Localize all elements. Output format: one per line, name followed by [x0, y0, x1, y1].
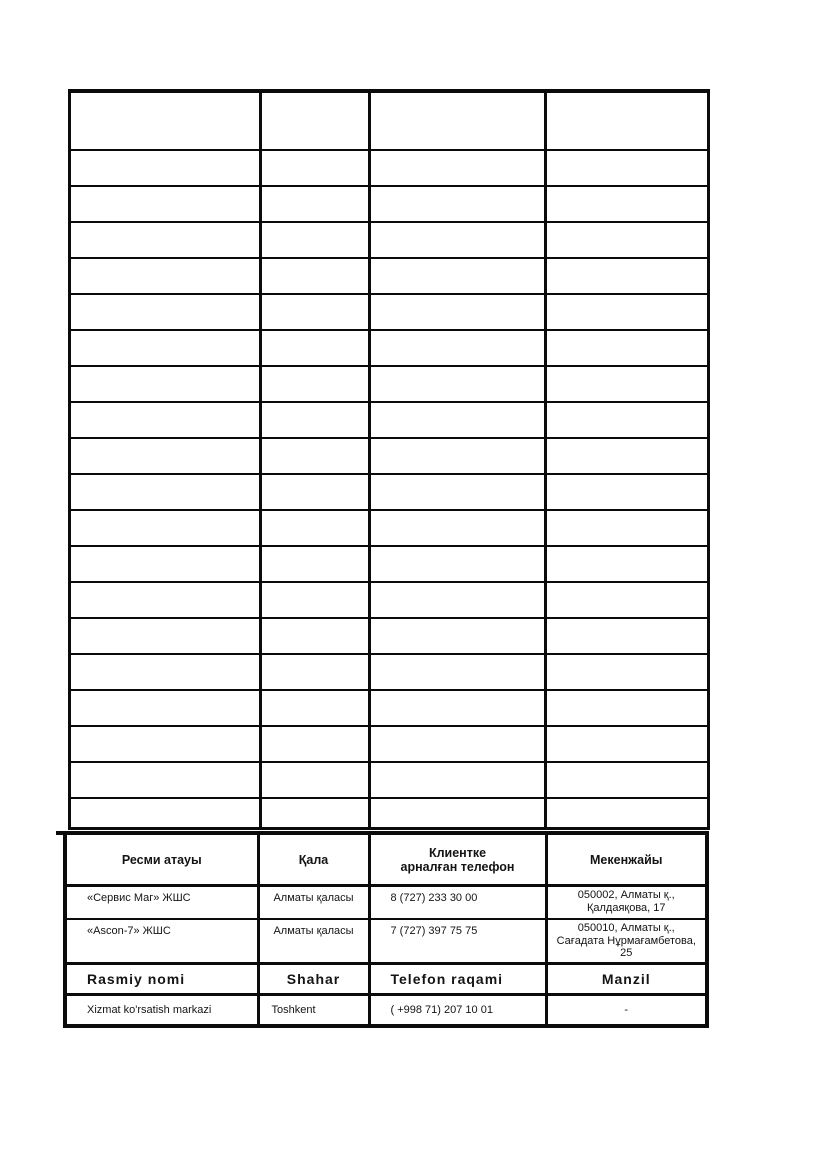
empty-grid-cell: [370, 510, 546, 546]
empty-grid-row: [70, 91, 709, 150]
empty-grid-cell: [70, 438, 261, 474]
city-cell: Алматы қаласы: [258, 919, 369, 963]
empty-grid-cell: [546, 654, 709, 690]
empty-grid-cell: [546, 150, 709, 186]
empty-grid-cell: [70, 762, 261, 798]
empty-grid-cell: [370, 798, 546, 829]
empty-grid-cell: [70, 258, 261, 294]
empty-grid-cell: [261, 654, 370, 690]
empty-grid-cell: [370, 402, 546, 438]
kk-header-phone: [369, 833, 546, 886]
empty-grid-cell: [546, 726, 709, 762]
empty-grid-cell: [261, 91, 370, 150]
empty-grid-cell: [546, 294, 709, 330]
empty-grid-cell: [370, 258, 546, 294]
kazakh-row: [65, 919, 707, 963]
empty-grid-cell: [370, 690, 546, 726]
empty-grid-cell: [70, 294, 261, 330]
empty-grid-cell: [370, 222, 546, 258]
empty-grid-row: [70, 222, 709, 258]
empty-grid-table: [68, 89, 710, 830]
kk-header-phone-line1: Клиентке: [428, 845, 487, 860]
empty-grid-cell: [370, 546, 546, 582]
empty-grid-row: [70, 438, 709, 474]
kk-header-address: Мекенжайы: [546, 833, 707, 886]
empty-grid-row: [70, 726, 709, 762]
uzbek-header-row: [65, 963, 707, 994]
empty-grid-cell: [70, 654, 261, 690]
contacts-table: [63, 831, 709, 1028]
empty-grid-row: [70, 402, 709, 438]
empty-grid-cell: [261, 330, 370, 366]
uz-header-address: Manzil: [546, 963, 707, 994]
empty-grid-cell: [70, 366, 261, 402]
empty-grid-row: [70, 762, 709, 798]
empty-grid-row: [70, 654, 709, 690]
empty-grid-cell: [546, 438, 709, 474]
empty-grid-cell: [546, 762, 709, 798]
empty-grid-cell: [546, 91, 709, 150]
empty-grid-cell: [370, 618, 546, 654]
empty-grid-cell: [546, 186, 709, 222]
address-cell: [546, 919, 707, 963]
empty-grid-cell: [261, 618, 370, 654]
empty-grid-cell: [546, 258, 709, 294]
empty-grid-cell: [546, 690, 709, 726]
kazakh-header-row: [65, 833, 707, 886]
empty-grid-cell: [370, 150, 546, 186]
phone-cell: 8 (727) 233 30 00: [369, 886, 546, 920]
empty-grid-cell: [261, 798, 370, 829]
uzbek-row: [65, 994, 707, 1026]
empty-grid-cell: [261, 366, 370, 402]
empty-grid-cell: [370, 91, 546, 150]
address-cell: [546, 886, 707, 920]
empty-grid-cell: [546, 618, 709, 654]
empty-grid-cell: [70, 510, 261, 546]
empty-grid-cell: [370, 726, 546, 762]
empty-grid-cell: [370, 294, 546, 330]
kk-header-phone-line2: арналған телефон: [400, 859, 515, 874]
empty-grid-row: [70, 546, 709, 582]
empty-grid-cell: [546, 546, 709, 582]
empty-grid-cell: [261, 546, 370, 582]
empty-grid-cell: [261, 294, 370, 330]
address-line2: Қалдаяқова, 17: [586, 901, 666, 914]
empty-grid-cell: [261, 222, 370, 258]
empty-grid-body: [70, 91, 709, 829]
address-line1: 050002, Алматы қ.,: [577, 889, 675, 901]
company-name-cell: Xizmat ko'rsatish markazi: [65, 994, 258, 1026]
uz-header-official-name: Rasmiy nomi: [65, 963, 258, 994]
empty-grid-cell: [70, 546, 261, 582]
empty-grid-cell: [370, 762, 546, 798]
empty-grid-cell: [261, 150, 370, 186]
empty-grid-cell: [370, 582, 546, 618]
empty-grid-cell: [70, 690, 261, 726]
empty-grid-cell: [546, 330, 709, 366]
empty-grid-cell: [546, 222, 709, 258]
empty-grid-row: [70, 330, 709, 366]
company-name-cell: «Ascon-7» ЖШС: [65, 919, 258, 963]
empty-grid-cell: [70, 222, 261, 258]
empty-grid-row: [70, 294, 709, 330]
empty-grid-cell: [261, 582, 370, 618]
empty-grid-row: [70, 582, 709, 618]
kk-header-city: Қала: [258, 833, 369, 886]
empty-grid-cell: [261, 258, 370, 294]
empty-grid-cell: [370, 654, 546, 690]
empty-grid-cell: [546, 582, 709, 618]
empty-grid-row: [70, 690, 709, 726]
empty-grid-row: [70, 618, 709, 654]
empty-grid-cell: [370, 474, 546, 510]
empty-grid-cell: [261, 474, 370, 510]
empty-grid-cell: [70, 474, 261, 510]
address-line2: Сағадата Нұрмағамбетова, 25: [556, 934, 696, 959]
address-line1: 050010, Алматы қ.,: [577, 922, 675, 934]
kazakh-row: [65, 886, 707, 920]
uz-header-city: Shahar: [258, 963, 369, 994]
city-cell: Toshkent: [258, 994, 369, 1026]
phone-cell: 7 (727) 397 75 75: [369, 919, 546, 963]
empty-grid-cell: [70, 91, 261, 150]
empty-grid-cell: [261, 762, 370, 798]
empty-grid-cell: [261, 402, 370, 438]
empty-grid-cell: [546, 510, 709, 546]
empty-grid-cell: [370, 330, 546, 366]
empty-grid-cell: [546, 798, 709, 829]
empty-grid-cell: [70, 402, 261, 438]
empty-grid-cell: [546, 402, 709, 438]
empty-grid-row: [70, 798, 709, 829]
empty-grid-cell: [70, 186, 261, 222]
empty-grid-row: [70, 258, 709, 294]
empty-grid-cell: [370, 438, 546, 474]
empty-grid-cell: [70, 330, 261, 366]
empty-grid-row: [70, 474, 709, 510]
empty-grid-cell: [261, 510, 370, 546]
company-name-cell: «Сервис Маг» ЖШС: [65, 886, 258, 920]
empty-grid-cell: [70, 582, 261, 618]
empty-grid-cell: [546, 474, 709, 510]
empty-grid-cell: [70, 798, 261, 829]
empty-grid-cell: [261, 186, 370, 222]
empty-grid-cell: [261, 438, 370, 474]
kk-header-official-name: Ресми атауы: [65, 833, 258, 886]
empty-grid-cell: [370, 366, 546, 402]
empty-grid-cell: [70, 726, 261, 762]
empty-grid-cell: [546, 366, 709, 402]
empty-grid-row: [70, 510, 709, 546]
empty-grid-cell: [70, 150, 261, 186]
city-cell: Алматы қаласы: [258, 886, 369, 920]
empty-grid-row: [70, 366, 709, 402]
empty-grid-row: [70, 186, 709, 222]
uz-header-phone: Telefon raqami: [369, 963, 546, 994]
empty-grid-cell: [261, 726, 370, 762]
empty-grid-row: [70, 150, 709, 186]
phone-cell: ( +998 71) 207 10 01: [369, 994, 546, 1026]
empty-grid-cell: [370, 186, 546, 222]
empty-grid-cell: [261, 690, 370, 726]
empty-grid-cell: [70, 618, 261, 654]
address-cell: -: [546, 994, 707, 1026]
